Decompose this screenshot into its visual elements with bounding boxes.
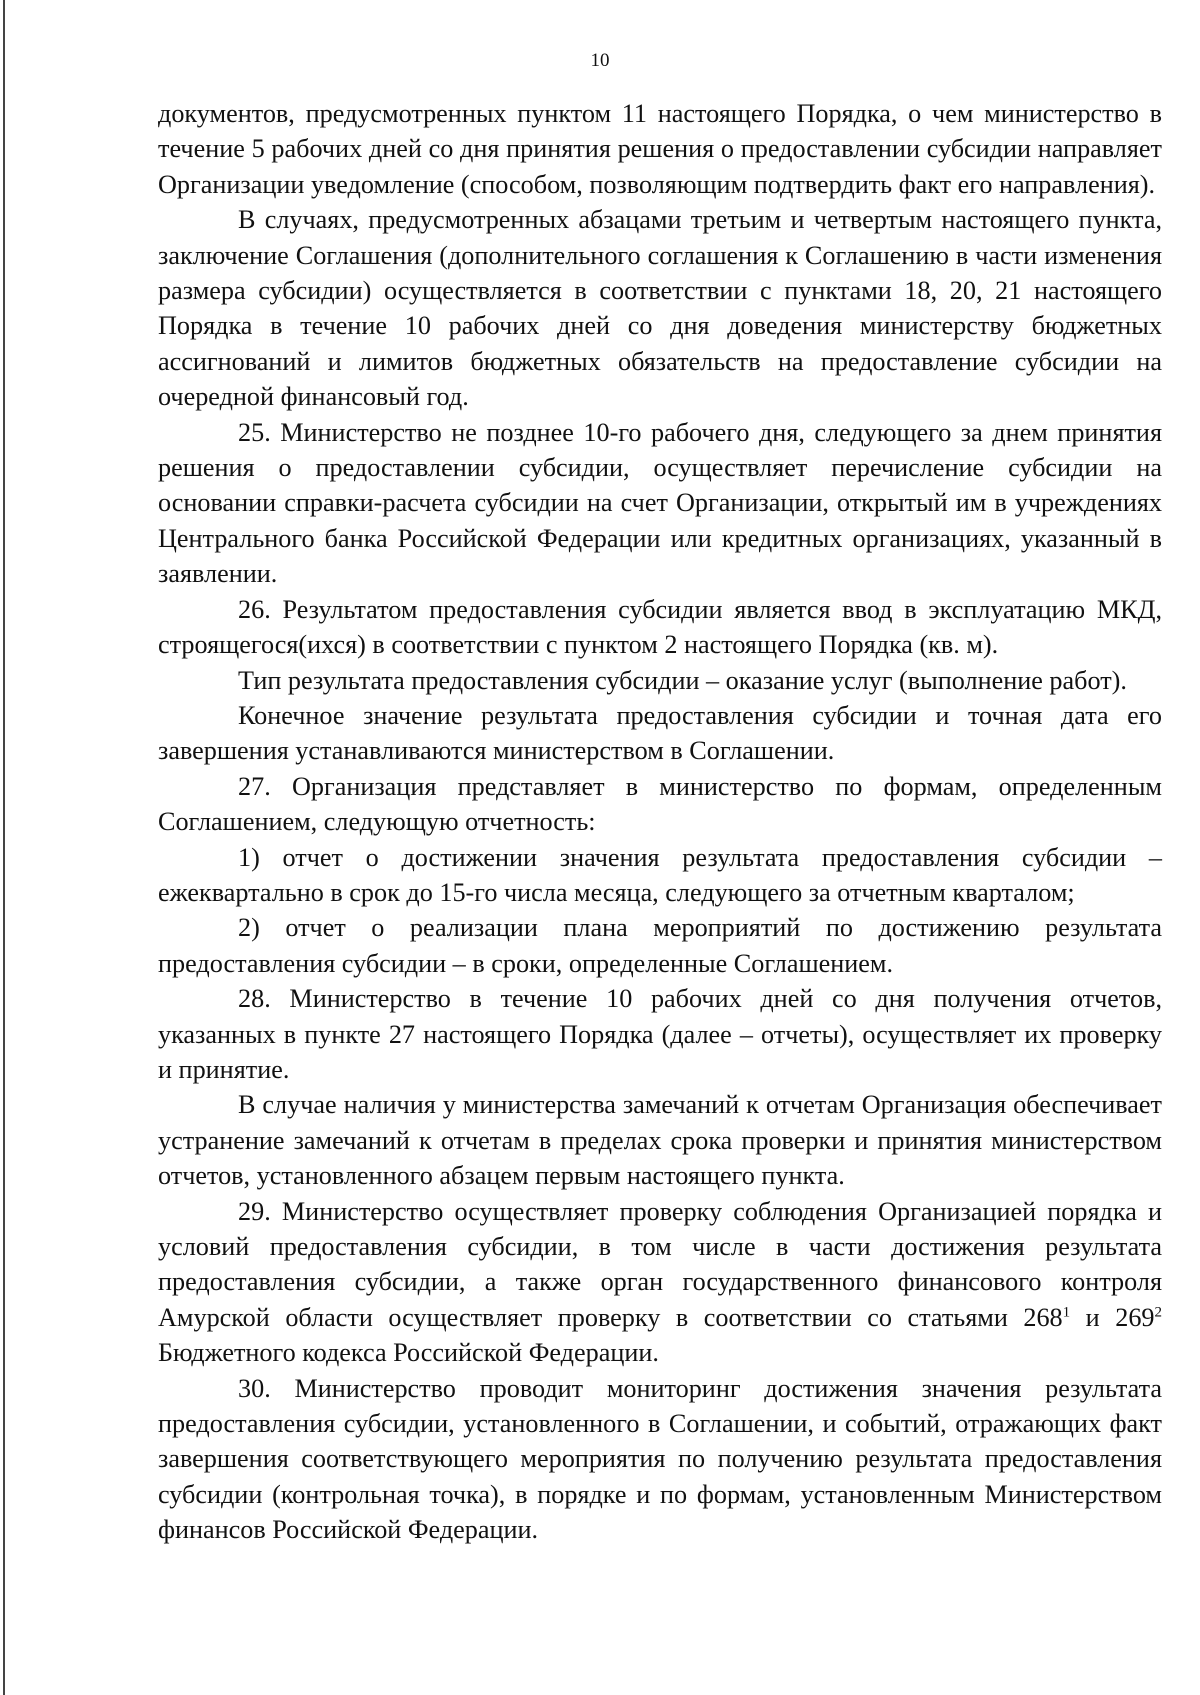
paragraph: документов, предусмотренных пунктом 11 настоящего Порядка, о чем министерство в течение 5 рабочих дней со дня принятия решения о предоставлении субсидии направляет Организации уведомление (способом, позволяющим подтвердить факт его направления). xyxy=(158,99,1162,199)
paragraph: 28. Министерство в течение 10 рабочих дней со дня получения отчетов, указанных в пункте 27 настоящего Порядка (далее – отчеты), осуществляет их проверку и принятие. xyxy=(158,984,1162,1084)
paragraph-29-part3: Бюджетного кодекса Российской Федерации. xyxy=(158,1338,659,1368)
paragraph: Тип результата предоставления субсидии – оказание услуг (выполнение работ). xyxy=(238,665,1127,695)
superscript: 2 xyxy=(1154,1304,1163,1321)
paragraph-29-part1: 29. Министерство осуществляет проверку соблюдения Организацией порядка и условий предоставления субсидии, в том числе в части достижения результата предоставления субсидии, а также орган государственного финансового контроля Амурской области осуществляет проверку в соответствии со статьями 268 xyxy=(158,1196,1162,1332)
paragraph: В случае наличия у министерства замечаний к отчетам Организация обеспечивает устранение замечаний к отчетам в пределах срока проверки и принятия министерством отчетов, установленного абзацем первым настоящего пункта. xyxy=(158,1090,1162,1191)
superscript: 1 xyxy=(1062,1304,1071,1321)
paragraph: 27. Организация представляет в министерство по формам, определенным Соглашением, следующую отчетность: xyxy=(158,771,1162,837)
paragraph: 1) отчет о достижении значения результата предоставления субсидии – ежеквартально в срок до 15-го числа месяца, следующего за отчетным кварталом; xyxy=(158,842,1162,907)
paragraph: 25. Министерство не позднее 10-го рабочего дня, следующего за днем принятия решения о предоставлении субсидии, осуществляет перечисление субсидии на основании справки-расчета субсидии на счет Организации, открытый им в учреждениях Центрального банка Российской Федерации или кредитных организациях, указанный в заявлении. xyxy=(158,417,1162,589)
paragraph: 26. Результатом предоставления субсидии является ввод в эксплуатацию МКД, строящегося(ихся) в соответствии с пунктом 2 настоящего Порядка (кв. м). xyxy=(158,594,1162,660)
scan-edge-line xyxy=(3,0,5,1695)
paragraph: Конечное значение результата предоставления субсидии и точная дата его завершения устанавливаются министерством в Соглашении. xyxy=(158,700,1162,766)
paragraph-29 xyxy=(158,1194,1162,1371)
page-number: 10 xyxy=(590,50,610,71)
paragraph-30: 30. Министерство проводит мониторинг достижения значения результата предоставления субсидии, установленного в Соглашении, и событий, отражающих факт завершения соответствующего мероприятия по получению результата предоставления субсидии (контрольная точка), в порядке и по формам, установленным Министерством финансов Российской Федерации. xyxy=(158,1373,1162,1545)
document-body xyxy=(158,96,1162,1548)
paragraph: 2) отчет о реализации плана мероприятий по достижению результата предоставления субсидии – в сроки, определенные Соглашением. xyxy=(158,913,1162,978)
paragraph-29-part2: и 269 xyxy=(1070,1302,1155,1332)
paragraph: В случаях, предусмотренных абзацами третьим и четвертым настоящего пункта, заключение Соглашения (дополнительного соглашения к Соглашению в части изменения размера субсидии) осуществляется в соответствии с пунктами 18, 20, 21 настоящего Порядка в течение 10 рабочих дней со дня доведения министерству бюджетных ассигнований и лимитов бюджетных обязательств на предоставление субсидии на очередной финансовый год. xyxy=(158,205,1162,412)
